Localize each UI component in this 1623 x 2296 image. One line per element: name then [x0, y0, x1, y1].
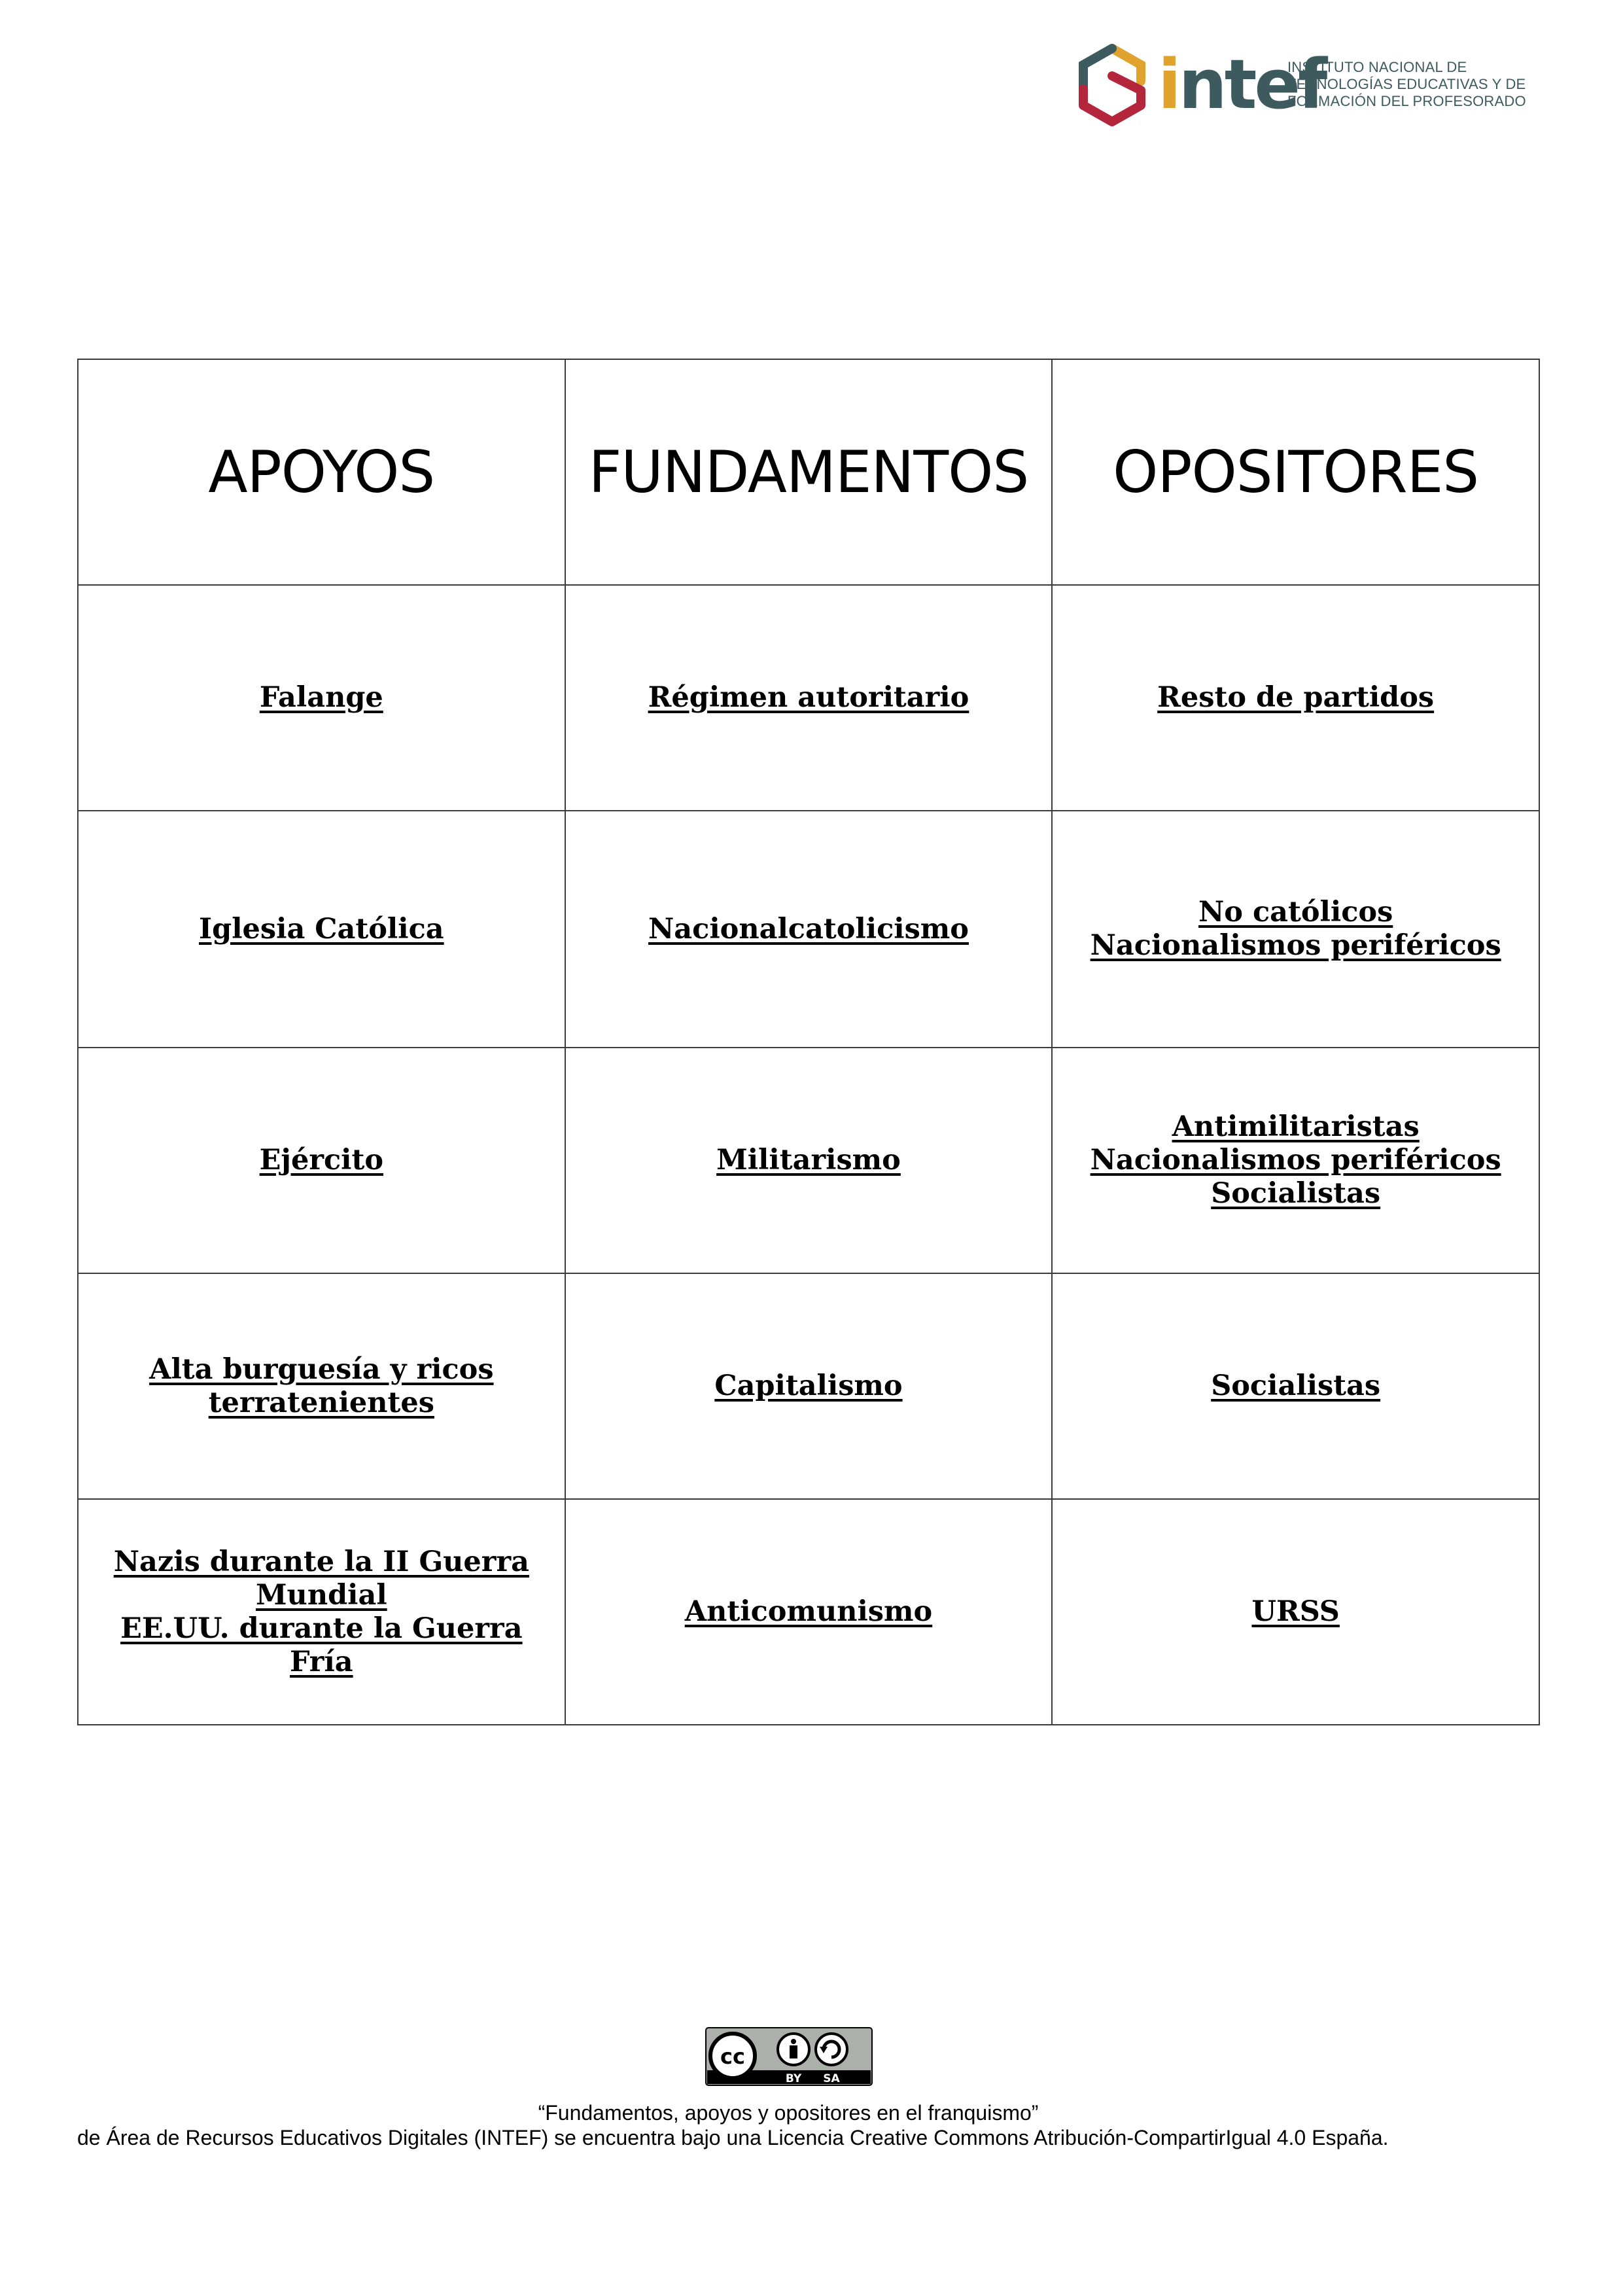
cell-line: No católicos — [1198, 896, 1393, 928]
table-row — [78, 811, 1539, 1048]
cell-line: terratenientes — [208, 1386, 434, 1419]
table-header-row — [78, 359, 1539, 585]
cell-line: Socialistas — [1211, 1177, 1381, 1210]
institute-line: TECNOLOGÍAS EDUCATIVAS Y DE — [1287, 76, 1526, 92]
institute-line: FORMACIÓN DEL PROFESORADO — [1287, 93, 1526, 109]
cc-label: cc — [720, 2044, 745, 2069]
cell-line: Ejército — [259, 1144, 384, 1176]
intef-wordmark: intef — [1158, 44, 1325, 124]
cell-opositores — [1052, 1048, 1539, 1273]
license-title: “Fundamentos, apoyos y opositores en el franquismo” — [538, 2101, 1039, 2125]
header-opositores: OPOSITORES — [1052, 359, 1539, 585]
cell-apoyos — [78, 585, 565, 811]
cell-apoyos — [78, 1048, 565, 1273]
table-row — [78, 585, 1539, 811]
table-row — [78, 1273, 1539, 1499]
cell-line: Socialistas — [1211, 1369, 1381, 1402]
cell-line: Nacionalismos periféricos — [1090, 929, 1501, 962]
cell-line: Alta burguesía y ricos — [149, 1352, 494, 1386]
cell-fundamentos — [565, 585, 1053, 811]
cell-line: Anticomunismo — [684, 1595, 933, 1628]
cell-line: Falange — [259, 681, 383, 714]
cell-opositores — [1052, 1499, 1539, 1725]
institute-line: INSTITUTO NACIONAL DE — [1287, 59, 1467, 75]
sa-label: SA — [823, 2072, 840, 2085]
cell-line: URSS — [1251, 1595, 1340, 1628]
license-credit: de Área de Recursos Educativos Digitales (INTEF) se encuentra bajo una Licencia Creative Commons Atribución-CompartirIgual 4.0 España. — [77, 2126, 1389, 2149]
cell-line: Nacionalcatolicismo — [648, 912, 969, 945]
institute-name — [1287, 59, 1526, 110]
cell-line: Militarismo — [716, 1144, 901, 1176]
intef-hexagon-icon — [1073, 43, 1151, 128]
franquismo-table — [77, 359, 1540, 1725]
cell-fundamentos — [565, 1273, 1053, 1499]
cc-by-sa-badge[interactable] — [705, 2027, 873, 2086]
cell-fundamentos — [565, 1499, 1053, 1725]
header-fundamentos: FUNDAMENTOS — [565, 359, 1053, 585]
cell-line: Mundial — [255, 1578, 387, 1612]
cell-opositores — [1052, 1273, 1539, 1499]
cell-apoyos — [78, 1499, 565, 1725]
cell-line: Nazis durante la II Guerra — [113, 1545, 529, 1578]
cell-fundamentos — [565, 1048, 1053, 1273]
cell-line: Capitalismo — [714, 1369, 903, 1402]
header-apoyos: APOYOS — [78, 359, 565, 585]
table-row — [78, 1048, 1539, 1273]
table-row — [78, 1499, 1539, 1725]
sa-icon — [816, 2034, 847, 2065]
intef-logo — [1073, 43, 1526, 128]
cell-line: Iglesia Católica — [199, 912, 444, 945]
cell-apoyos — [78, 811, 565, 1048]
cell-fundamentos — [565, 811, 1053, 1048]
by-label: BY — [785, 2072, 802, 2085]
cell-line: Resto de partidos — [1157, 681, 1435, 714]
cell-line: Régimen autoritario — [648, 681, 969, 714]
cell-line: Antimilitaristas — [1172, 1110, 1420, 1143]
cell-opositores — [1052, 811, 1539, 1048]
cell-line: EE.UU. durante la Guerra Fría — [120, 1612, 523, 1678]
cell-apoyos — [78, 1273, 565, 1499]
cell-line: Nacionalismos periféricos — [1090, 1144, 1501, 1176]
cell-opositores — [1052, 585, 1539, 811]
